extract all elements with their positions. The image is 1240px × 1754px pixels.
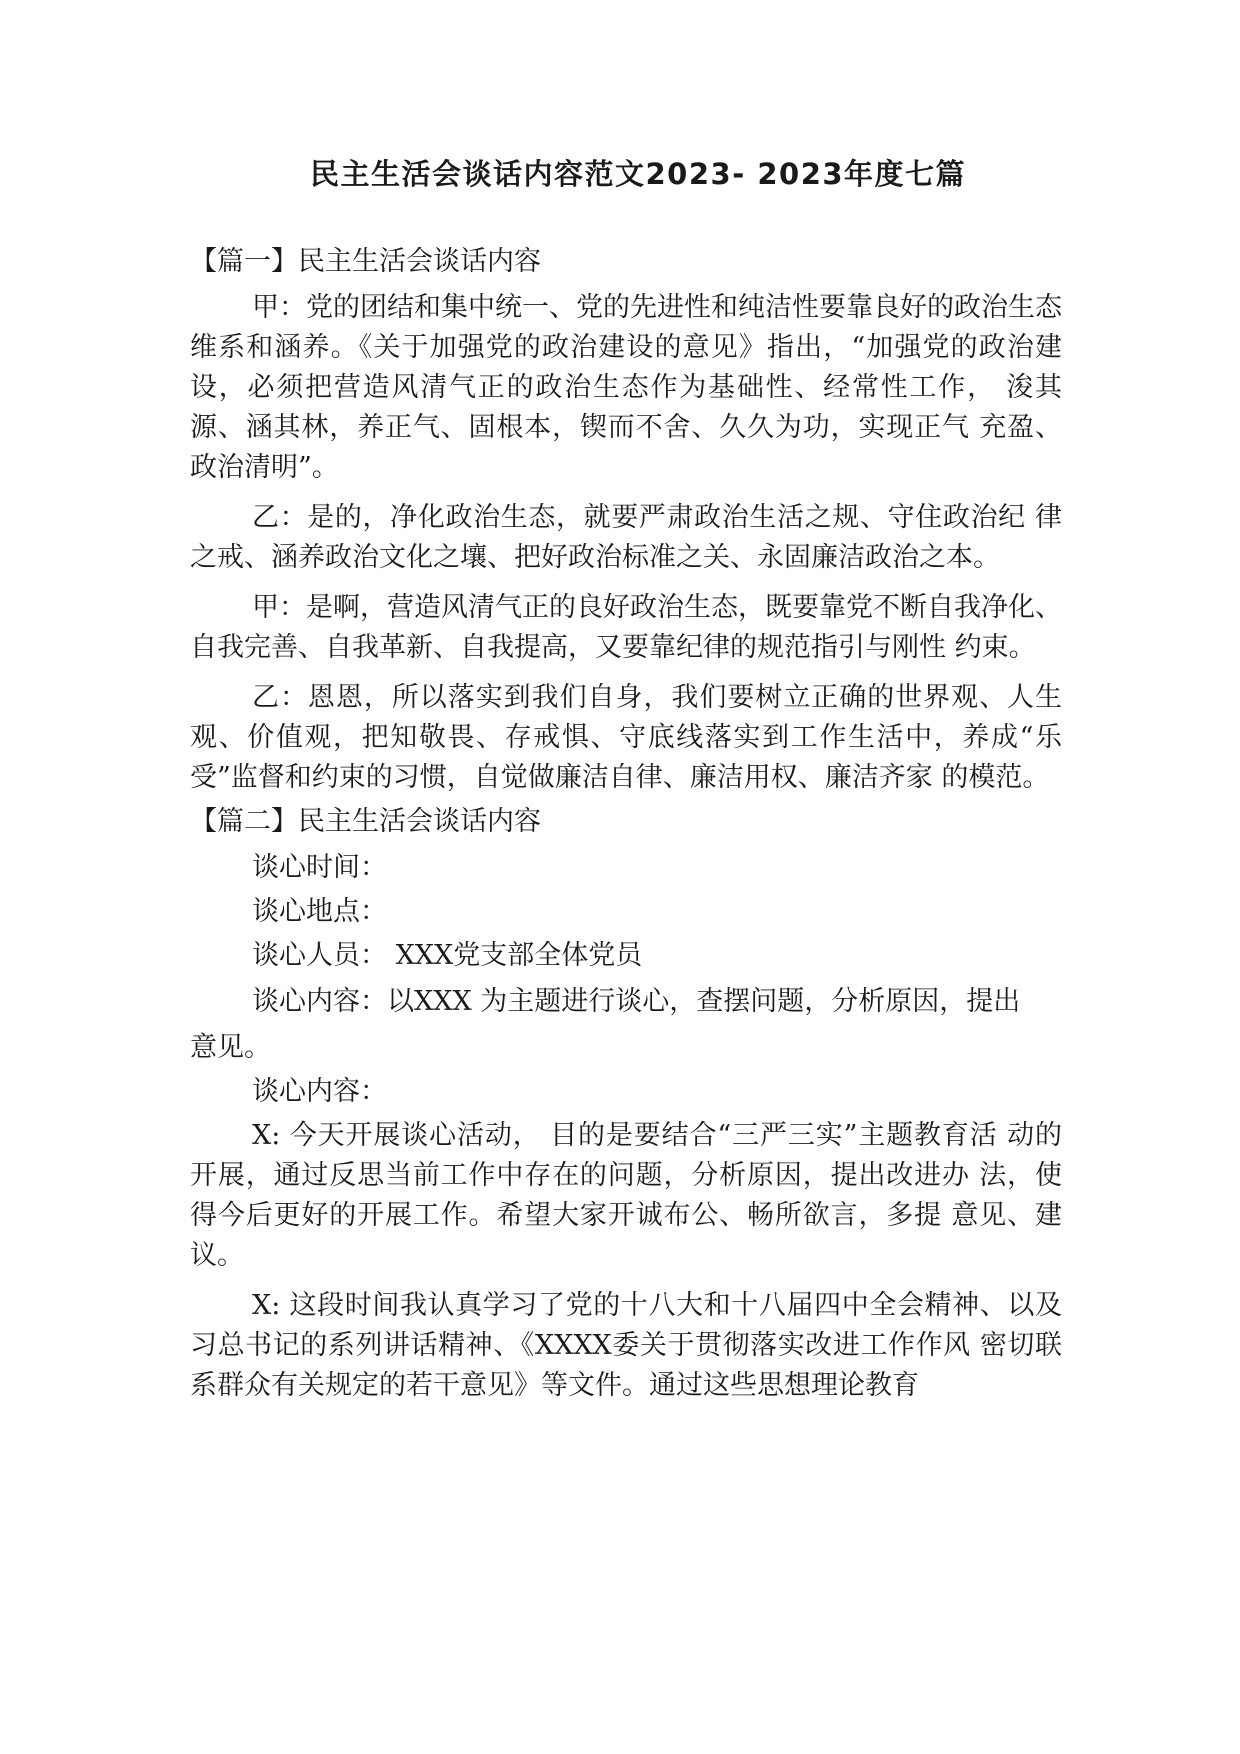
section-heading-2: 【篇二】民主生活会谈话内容 [190,806,541,837]
paragraph: 乙：是的，净化政治生态，就要严肃政治生活之规、守住政治纪 律之戒、涵养政治文化之壤、把好政治标准之关、永固廉洁政治之本。 [190,502,1062,573]
paragraph: 甲：党的团结和集中统一、党的先进性和纯洁性要靠良好的政治生态维系和涵养。《关于加强党的政治建设的意见》指出，“加强党的政治建设，必须把营造风清气正的政治生态作为基础性、经常性工作， 浚其源、涵其林，养正气、固根本，锲而不舍、久久为功，实现正气 充盈、政治清明”。 [190,292,1062,483]
talk-content-continued: 意见。 [190,1032,271,1063]
document-title: 民主生活会谈话内容范文2023- 2023年度七篇 [310,157,967,191]
talk-content-line: 谈心内容：以XXX 为主题进行谈心，查摆问题，分析原因，提出 [252,986,1021,1017]
talk-place-label: 谈心地点： [252,896,387,927]
paragraph: X: 今天开展谈心活动， 目的是要结合“三严三实”主题教育活 动的开展，通过反思当前工作中存在的问题，分析原因，提出改进办 法，使得今后更好的开展工作。希望大家开诚布公、畅所欲言，多提 意见、建议。 [190,1120,1062,1271]
paragraph: 甲：是啊，营造风清气正的良好政治生态，既要靠党不断自我净化、自我完善、自我革新、自我提高，又要靠纪律的规范指引与刚性 约束。 [190,592,1062,663]
talk-time-label: 谈心时间： [252,852,387,883]
paragraph: X: 这段时间我认真学习了党的十八大和十八届四中全会精神、以及习总书记的系列讲话精神、《XXXX委关于贯彻落实改进工作作风 密切联系群众有关规定的若干意见》等文件。通过这些思想理论教育 [190,1290,1062,1401]
paragraph: 乙：恩恩，所以落实到我们自身，我们要树立正确的世界观、人生观、价值观，把知敬畏、存戒惧、守底线落实到工作生活中，养成“乐受”监督和约束的习惯，自觉做廉洁自律、廉洁用权、廉洁齐家 的模范。 [190,682,1062,793]
talk-people-line: 谈心人员： XXX党支部全体党员 [252,940,643,971]
talk-content-label: 谈心内容： [252,1076,387,1107]
section-heading-1: 【篇一】民主生活会谈话内容 [190,246,541,277]
document-body [190,242,1062,1406]
